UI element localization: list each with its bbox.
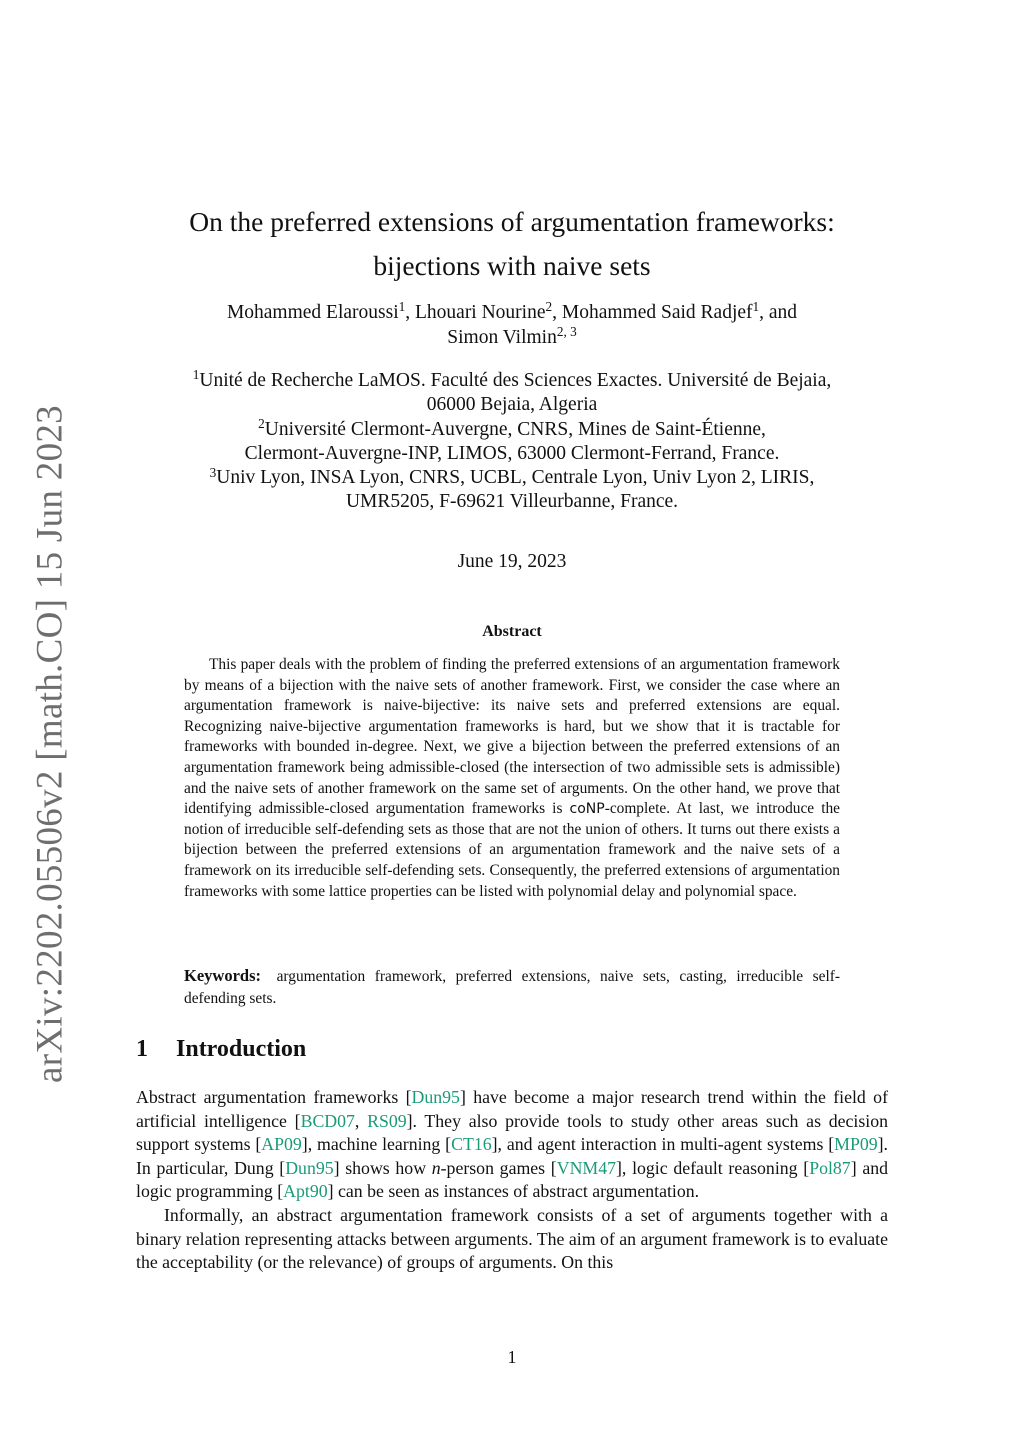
affiliation-line: Unité de Recherche LaMOS. Faculté des Sciences Exactes. Université de Bejaia,	[199, 370, 832, 391]
complexity-class: coNP	[569, 801, 605, 818]
affiliation-mark: 2	[258, 415, 265, 431]
paragraph-text: [	[405, 1087, 412, 1107]
affiliation-mark: 3	[209, 464, 217, 480]
affiliation-line: Univ Lyon, INSA Lyon, CNRS, UCBL, Centrale Lyon, Univ Lyon 2, LIRIS,	[216, 467, 815, 489]
affiliation	[120, 466, 904, 515]
paragraph-text: ], logic default reasoning [	[616, 1157, 810, 1178]
intro-paragraph-2: Informally, an abstract argumentation framework consists of a set of arguments together with a binary relation representing attacks between arguments. The aim of an argument framework is to evaluate the acceptability (or the relevance) of groups of arguments. On this	[136, 1204, 888, 1273]
paper-title	[100, 200, 924, 288]
paragraph-text: Abstract argumentation frameworks	[136, 1087, 406, 1107]
citation-link[interactable]: CT16	[451, 1134, 492, 1155]
introduction-body	[136, 1086, 888, 1275]
paragraph-text: ] and logic programming [	[136, 1157, 889, 1202]
author-affiliation-mark: 2, 3	[556, 324, 577, 340]
keywords	[184, 965, 840, 1009]
section-number: 1	[136, 1036, 148, 1062]
title-line-2: bijections with naive sets	[373, 250, 651, 281]
abstract-text-before: This paper deals with the problem of finding the preferred extensions of an argumentation framework by means of a bijection with the naive sets of another framework. First, we consider the case where an argumentation framework is naive-bijective: its naive sets and preferred extensions are equal. Recognizing naive-bijective argumentation frameworks is hard, but we show that it is tractable for frameworks with bounded in-degree. Next, we give a bijection between the preferred extensions of an argumentation framework being admissible-closed (the intersection of two admissible sets is admissible) and the naive sets of another framework on the same set of arguments. On the other hand, we prove that identifying admissible-closed argumentation frameworks is	[184, 656, 840, 818]
paragraph-text: ]. They also provide tools to study other areas such as decision support systems [	[136, 1110, 888, 1155]
paragraph-text: ], and agent interaction in multi-agent systems [	[491, 1134, 835, 1155]
author: Mohammed Said Radjef	[561, 302, 753, 323]
author: Simon Vilmin	[447, 327, 557, 348]
paragraph-text: ]. In particular, Dung [	[136, 1134, 888, 1178]
citation-link[interactable]: BCD07	[300, 1110, 355, 1131]
author-affiliation-mark: 2	[545, 299, 553, 315]
affiliation-line: 06000 Bejaia, Algeria	[426, 394, 598, 416]
citation-link[interactable]: RS09	[367, 1110, 407, 1131]
citation-link[interactable]: Dun95	[411, 1087, 460, 1107]
abstract-heading: Abstract	[482, 623, 542, 640]
citation-link[interactable]: VNM47	[556, 1157, 617, 1178]
author: Lhouari Nourine	[415, 302, 546, 323]
author-list	[120, 300, 904, 350]
paragraph-text: ], machine learning [	[301, 1134, 452, 1155]
page-number: 1	[507, 1347, 517, 1367]
author-affiliation-mark: 1	[752, 299, 760, 315]
section-title: Introduction	[176, 1036, 307, 1062]
affiliation-list	[120, 369, 904, 515]
publication-date: June 19, 2023	[457, 551, 567, 572]
arxiv-identifier: arXiv:2202.05506v2 [math.CO] 15 Jun 2023	[29, 405, 71, 1083]
affiliation-line: Université Clermont-Auvergne, CNRS, Mines de Saint-Étienne,	[264, 418, 766, 440]
paragraph-text: ,	[354, 1110, 368, 1131]
abstract-text	[184, 655, 840, 902]
author-affiliation-mark: 1	[398, 299, 406, 315]
section-heading	[136, 1036, 306, 1063]
paragraph-text: -person games [	[440, 1157, 557, 1178]
affiliation-line: Clermont-Auvergne-INP, LIMOS, 63000 Clermont-Ferrand, France.	[244, 442, 780, 464]
citation-link[interactable]: Apt90	[283, 1181, 328, 1202]
paragraph-text: ] have become a major research trend within the field of artificial intelligence [	[136, 1087, 888, 1131]
abstract-text-after: -complete. At last, we introduce the notion of irreducible self-defending sets as those that are not the union of others. It turns out there exists a bijection between the preferred extensions of an argumentation framework and the naive sets of a framework on its irreducible self-defending sets. Consequently, the preferred extensions of argumentation frameworks with some lattice properties can be listed with polynomial delay and polynomial space.	[184, 800, 840, 900]
affiliation	[120, 415, 904, 467]
math-variable: n	[431, 1157, 441, 1178]
keywords-text: argumentation framework, preferred extensions, naive sets, casting, irreducible self-defending sets.	[184, 968, 840, 1007]
author-separator: ,	[405, 302, 415, 323]
affiliation-line: UMR5205, F-69621 Villeurbanne, France.	[345, 491, 679, 513]
author-separator: ,	[552, 302, 562, 323]
citation-link[interactable]: Dun95	[285, 1157, 334, 1178]
affiliation	[120, 369, 904, 418]
title-line-1: On the preferred extensions of argumentation frameworks:	[189, 206, 835, 237]
citation-link[interactable]: MP09	[834, 1134, 878, 1155]
intro-paragraph-1	[136, 1086, 888, 1204]
affiliation-mark: 1	[192, 367, 200, 383]
paragraph-text: ] can be seen as instances of abstract argumentation.	[327, 1181, 700, 1202]
paragraph-text: ] shows how	[333, 1157, 432, 1178]
citation-link[interactable]: Pol87	[809, 1157, 851, 1178]
author: Mohammed Elaroussi	[226, 302, 399, 323]
author-separator: , and	[759, 302, 798, 323]
citation-link[interactable]: AP09	[261, 1134, 302, 1155]
keywords-label: Keywords:	[184, 966, 261, 985]
